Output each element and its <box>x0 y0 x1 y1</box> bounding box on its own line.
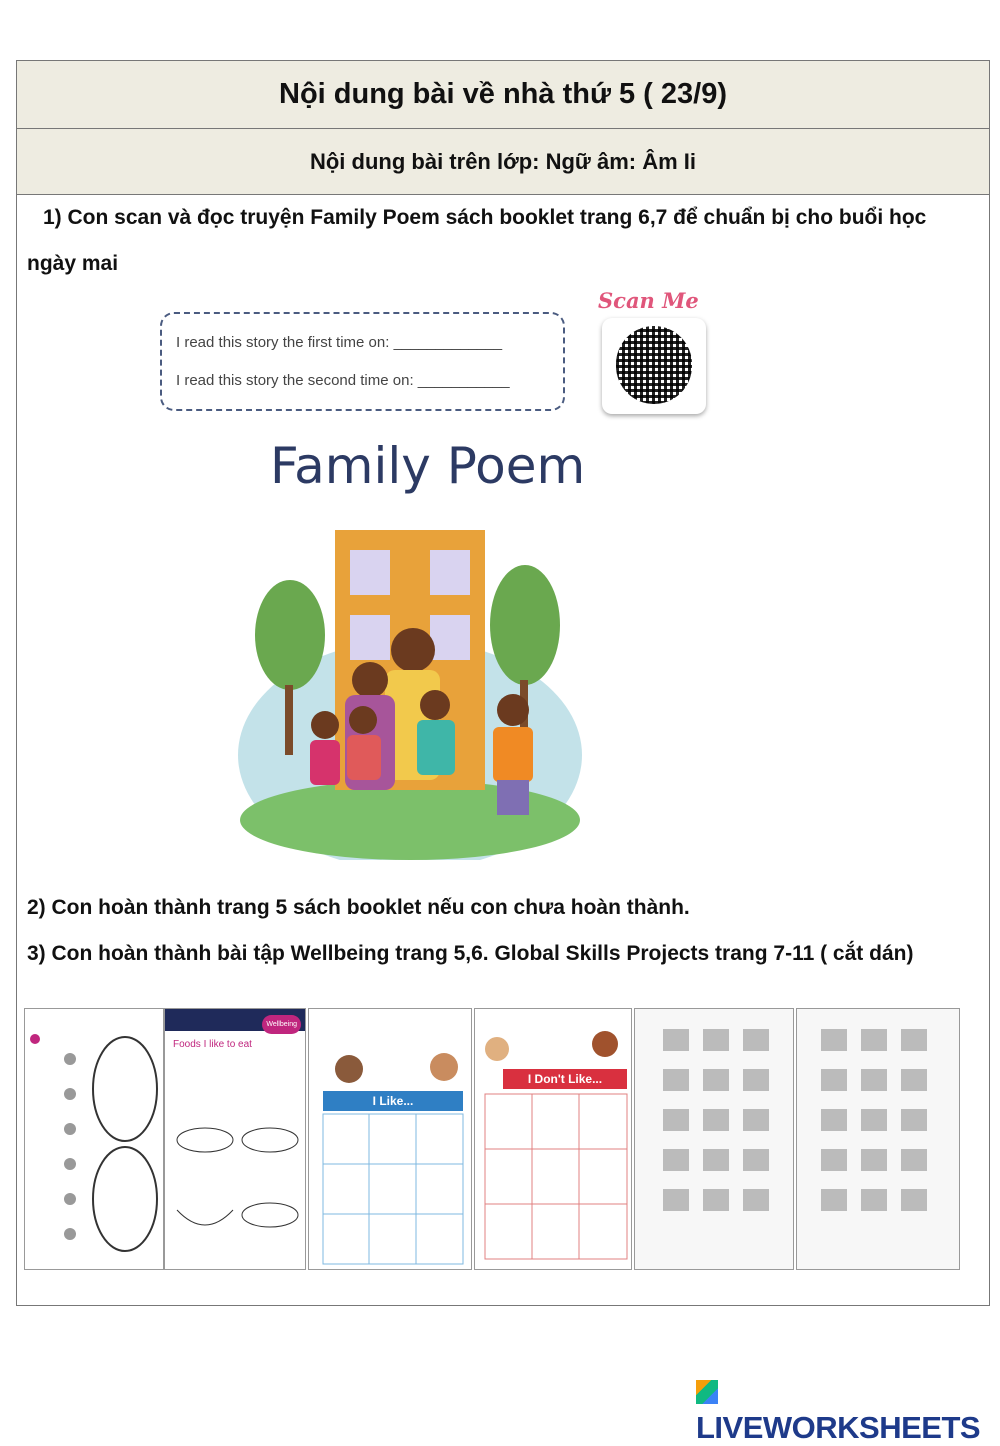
task-1: 1) Con scan và đọc truyện Family Poem sách booklet trang 6,7 để chuẩn bị cho buổi học ngày mai <box>27 206 927 275</box>
worksheet-thumb-3[interactable] <box>308 1008 472 1270</box>
task-3: 3) Con hoàn thành bài tập Wellbeing trang 5,6. Global Skills Projects trang 7-11 ( cắt dán) <box>27 942 914 965</box>
worksheet-thumb-2[interactable] <box>164 1008 306 1270</box>
worksheet-thumbnails <box>24 1008 964 1274</box>
reading-log-box <box>160 312 565 411</box>
task-2: 2) Con hoàn thành trang 5 sách booklet nếu con chưa hoàn thành. <box>27 896 690 919</box>
worksheet-2-heading: Foods I like to eat <box>173 1039 252 1050</box>
worksheet-thumb-6[interactable] <box>796 1008 960 1270</box>
reading-log-line-1: I read this story the first time on: _____________ <box>176 334 503 351</box>
reading-log-line-2: I read this story the second time on: ___________ <box>176 372 510 389</box>
liveworksheets-logo[interactable] <box>696 1374 1000 1446</box>
lesson-subtitle: Nội dung bài trên lớp: Ngữ âm: Âm Ii <box>17 129 989 195</box>
worksheet-4-heading: I Don't Like... <box>503 1069 627 1089</box>
page-title: Nội dung bài về nhà thứ 5 ( 23/9) <box>17 61 989 129</box>
book-title: Family Poem <box>270 437 586 495</box>
liveworksheets-icon <box>696 1380 718 1404</box>
qr-card <box>602 318 706 414</box>
qr-code-icon <box>616 326 692 404</box>
logo-text: LIVEWORKSHEETS <box>696 1410 981 1445</box>
worksheet-thumb-1[interactable] <box>24 1008 164 1270</box>
worksheet-thumb-4[interactable] <box>474 1008 632 1270</box>
scan-me-label: Scan Me <box>598 288 699 313</box>
worksheet-3-heading: I Like... <box>323 1091 463 1111</box>
qr-code-card[interactable] <box>598 288 708 418</box>
wellbeing-badge: Wellbeing <box>262 1015 301 1034</box>
family-illustration <box>235 505 585 860</box>
worksheet-thumb-5[interactable] <box>634 1008 794 1270</box>
